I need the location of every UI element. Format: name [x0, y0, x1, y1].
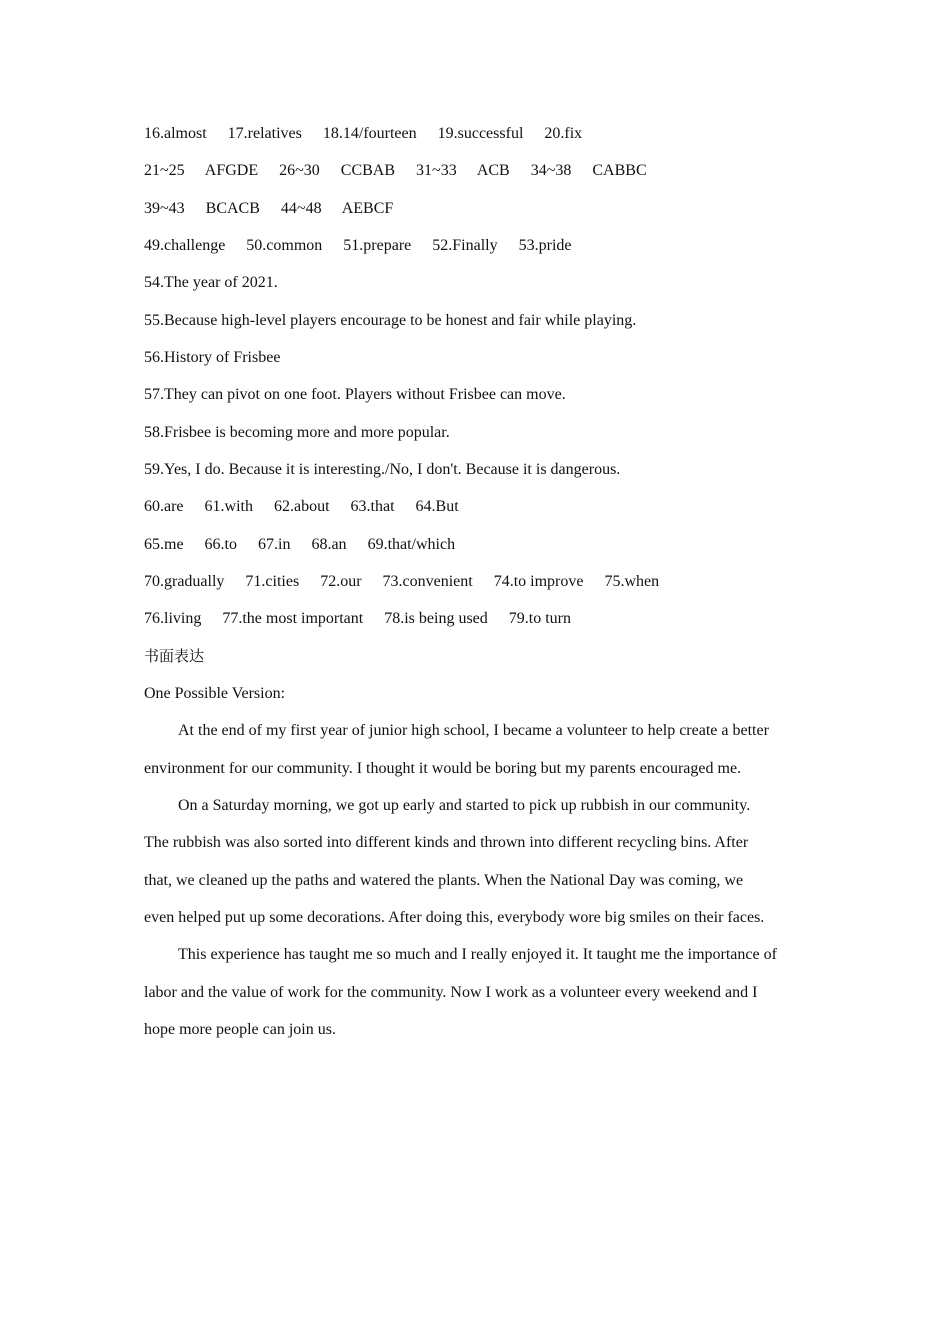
- answer-row-55: [144, 302, 950, 339]
- answer-row-49-53: [144, 227, 950, 264]
- answer-71: 71.cities: [245, 572, 300, 590]
- essay-line: At the end of my first year of junior high school, I became a volunteer to help create a better: [178, 722, 769, 740]
- answer-20: 20.fix: [544, 125, 583, 142]
- answer-range-label: 21~25: [144, 162, 185, 180]
- essay-line: hope more people can join us.: [144, 1020, 336, 1038]
- essay-paragraph-1: [144, 712, 950, 787]
- answer-row-70-75: [144, 563, 950, 600]
- essay-line: labor and the value of work for the community. Now I work as a volunteer every weekend and I: [144, 983, 758, 1001]
- answer-66: 66.to: [204, 535, 237, 553]
- answer-63: 63.that: [350, 498, 395, 516]
- answer-49: 49.challenge: [144, 236, 226, 254]
- answer-row-76-79: [144, 600, 950, 637]
- answer-52: 52.Finally: [432, 236, 498, 254]
- answer-row-56: [144, 339, 950, 376]
- answer-row-65-69: [144, 526, 950, 563]
- answer-range-label: 26~30: [279, 162, 320, 180]
- answer-72: 72.our: [320, 572, 362, 590]
- answer-row-39-48: [144, 190, 950, 227]
- answer-range-value: BCACB: [205, 199, 260, 217]
- answer-68: 68.an: [311, 535, 347, 553]
- answer-78: 78.is being used: [384, 610, 488, 628]
- answer-73: 73.convenient: [382, 572, 473, 590]
- answer-56: 56.History of Frisbee: [144, 348, 281, 366]
- writing-section-heading: 书面表达: [144, 646, 205, 665]
- answer-range-label: 44~48: [280, 199, 322, 217]
- answer-range-label: 31~33: [416, 162, 457, 180]
- answer-row-57: [144, 376, 950, 413]
- answer-row-58: [144, 414, 950, 451]
- essay-line: even helped put up some decorations. After doing this, everybody wore big smiles on their faces.: [144, 908, 765, 926]
- answer-range-label: 39~43: [144, 199, 185, 217]
- answer-74: 74.to improve: [493, 572, 584, 590]
- essay-line: The rubbish was also sorted into different kinds and thrown into different recycling bins. After: [144, 834, 749, 852]
- answer-58: 58.Frisbee is becoming more and more popular.: [144, 423, 450, 441]
- answer-70: 70.gradually: [144, 572, 225, 590]
- essay-paragraph-3: [144, 936, 950, 1048]
- essay-line: that, we cleaned up the paths and watered the plants. When the National Day was coming, we: [144, 871, 744, 889]
- answer-18: 18.14/fourteen: [322, 125, 417, 142]
- answer-16: 16.almost: [144, 125, 207, 142]
- answer-75: 75.when: [604, 572, 660, 590]
- answer-62: 62.about: [273, 498, 330, 516]
- answer-76: 76.living: [144, 610, 202, 628]
- answer-57: 57.They can pivot on one foot. Players without Frisbee can move.: [144, 386, 566, 404]
- answer-19: 19.successful: [437, 125, 524, 142]
- answer-range-value: AFGDE: [204, 162, 259, 180]
- answer-65: 65.me: [144, 535, 184, 553]
- answer-67: 67.in: [258, 535, 291, 553]
- answer-row-59: [144, 451, 950, 488]
- answer-54: 54.The year of 2021.: [144, 274, 278, 292]
- answer-range-value: CCBAB: [340, 162, 396, 180]
- answer-17: 17.relatives: [227, 125, 302, 142]
- answer-row-60-64: [144, 488, 950, 525]
- answer-53: 53.pride: [518, 236, 572, 254]
- answer-row-54: [144, 264, 950, 301]
- answer-50: 50.common: [246, 236, 323, 254]
- answer-range-value: AEBCF: [341, 199, 394, 217]
- version-label: One Possible Version:: [144, 684, 286, 702]
- answer-range-label: 34~38: [530, 162, 572, 180]
- essay-line: On a Saturday morning, we got up early and started to pick up rubbish in our community.: [178, 796, 751, 814]
- answer-row-21-38: [144, 152, 950, 189]
- answer-79: 79.to turn: [508, 610, 571, 628]
- essay-line: environment for our community. I thought it would be boring but my parents encouraged me.: [144, 759, 742, 777]
- answer-row-16-20: [144, 115, 950, 152]
- answer-60: 60.are: [144, 498, 184, 516]
- answer-64: 64.But: [415, 498, 459, 516]
- essay-line: This experience has taught me so much and I really enjoyed it. It taught me the importance of: [178, 946, 777, 964]
- answer-range-value: ACB: [476, 162, 510, 180]
- answer-range-value: CABBC: [592, 162, 647, 180]
- answer-61: 61.with: [204, 498, 253, 516]
- answer-51: 51.prepare: [343, 236, 412, 254]
- essay-paragraph-2: [144, 787, 950, 936]
- answer-55: 55.Because high-level players encourage to be honest and fair while playing.: [144, 311, 637, 329]
- answer-59: 59.Yes, I do. Because it is interesting./No, I don't. Because it is dangerous.: [144, 460, 621, 478]
- answer-69: 69.that/which: [367, 535, 456, 553]
- answer-77: 77.the most important: [222, 610, 364, 628]
